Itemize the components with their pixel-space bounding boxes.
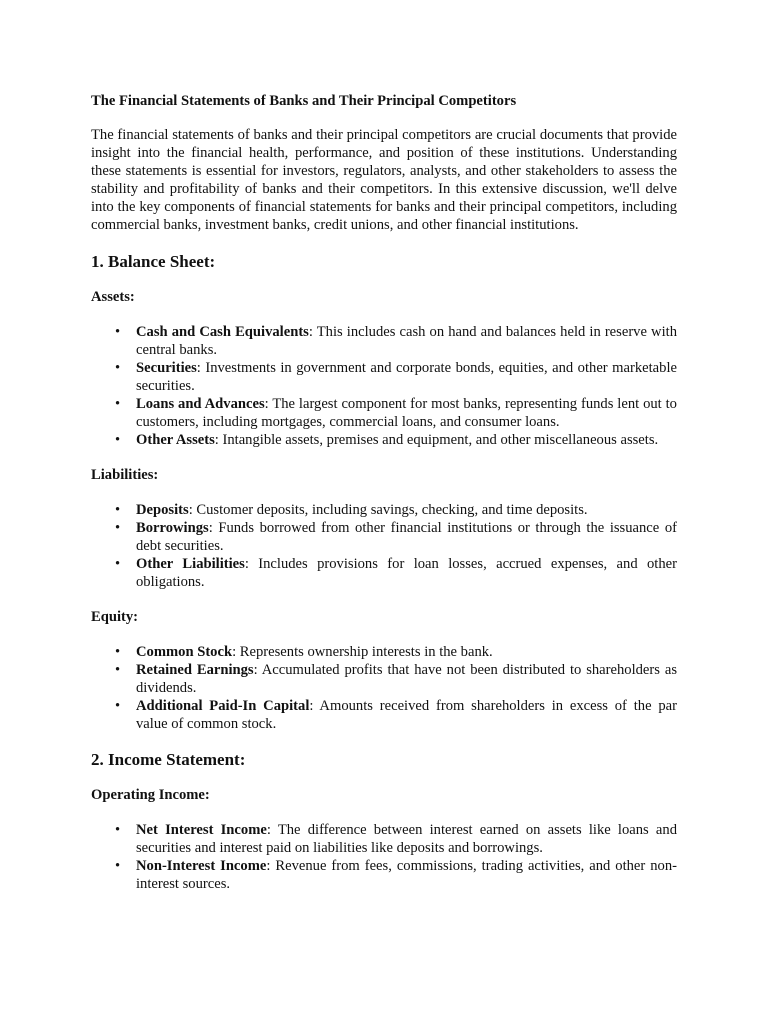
item-term: Other Liabilities	[136, 556, 245, 572]
list-item	[91, 431, 677, 449]
list-item	[91, 697, 677, 733]
item-description: : Includes provisions for loan losses, accrued expenses, and other obligations.	[136, 556, 677, 590]
bullet-icon: •	[115, 644, 121, 660]
list-item	[91, 323, 677, 359]
document-page	[91, 92, 677, 910]
bullet-icon: •	[115, 360, 121, 376]
item-description: : This includes cash on hand and balances held in reserve with central banks.	[136, 324, 677, 358]
item-term: Securities	[136, 360, 197, 376]
bullet-icon: •	[115, 502, 121, 518]
item-description: : The largest component for most banks, representing funds lent out to customers, including mortgages, commercial loans, and consumer loans.	[136, 396, 677, 430]
item-term: Loans and Advances	[136, 396, 265, 412]
item-description: : Accumulated profits that have not been distributed to shareholders as dividends.	[136, 662, 678, 696]
intro-paragraph: The financial statements of banks and their principal competitors are crucial documents that provide insight into the financial health, performance, and position of these institutions. Understanding these statements is essential for investors, regulators, analysts, and other stakeholders to assess the stability and profitability of banks and their competitors. In this extensive discussion, we'll delve into the key components of financial statements for banks and their principal competitors, including commercial banks, investment banks, credit unions, and other financial institutions.	[91, 127, 677, 233]
bullet-list	[91, 323, 677, 449]
bullet-icon: •	[115, 432, 121, 448]
item-description: : Customer deposits, including savings, checking, and time deposits.	[188, 502, 588, 518]
item-description: : Revenue from fees, commissions, trading activities, and other non-interest sources.	[136, 858, 677, 892]
bullet-icon: •	[115, 396, 121, 412]
item-term: Additional Paid-In Capital	[136, 698, 310, 714]
bullet-icon: •	[115, 520, 121, 536]
item-term: Borrowings	[136, 520, 209, 536]
list-item	[91, 643, 677, 661]
bullet-icon: •	[115, 662, 121, 678]
item-term: Common Stock	[136, 644, 233, 660]
item-description: : Investments in government and corporate bonds, equities, and other marketable securities.	[136, 360, 677, 394]
document-sections	[91, 252, 677, 893]
bullet-list	[91, 643, 677, 733]
item-term: Other Assets	[136, 432, 215, 448]
bullet-icon: •	[115, 556, 121, 572]
item-term: Retained Earnings	[136, 662, 254, 678]
item-description: : Represents ownership interests in the bank.	[232, 644, 493, 660]
section-heading: 1. Balance Sheet:	[91, 252, 216, 271]
subsection-heading: Operating Income:	[91, 787, 210, 803]
list-item	[91, 501, 677, 519]
list-item	[91, 661, 677, 697]
list-item	[91, 821, 677, 857]
list-item	[91, 519, 677, 555]
item-description: : Amounts received from shareholders in excess of the par value of common stock.	[136, 698, 677, 732]
subsection-heading: Liabilities:	[91, 467, 159, 483]
bullet-icon: •	[115, 822, 121, 838]
list-item	[91, 555, 677, 591]
document-title: The Financial Statements of Banks and Their Principal Competitors	[91, 93, 517, 109]
item-description: : Intangible assets, premises and equipment, and other miscellaneous assets.	[214, 432, 659, 448]
subsection-heading: Equity:	[91, 609, 139, 625]
item-term: Cash and Cash Equivalents	[136, 324, 309, 340]
item-term: Non-Interest Income	[136, 858, 267, 874]
item-description: : Funds borrowed from other financial institutions or through the issuance of debt securities.	[136, 520, 677, 554]
bullet-icon: •	[115, 698, 121, 714]
list-item	[91, 359, 677, 395]
bullet-icon: •	[115, 324, 121, 340]
item-term: Deposits	[136, 502, 189, 518]
list-item	[91, 857, 677, 893]
bullet-list	[91, 821, 677, 893]
bullet-list	[91, 501, 677, 591]
section-heading: 2. Income Statement:	[91, 750, 246, 769]
list-item	[91, 395, 677, 431]
subsection-heading: Assets:	[91, 289, 135, 305]
bullet-icon: •	[115, 858, 121, 874]
item-description: : The difference between interest earned on assets like loans and securities and interest paid on liabilities like deposits and borrowings.	[136, 822, 677, 856]
item-term: Net Interest Income	[136, 822, 267, 838]
